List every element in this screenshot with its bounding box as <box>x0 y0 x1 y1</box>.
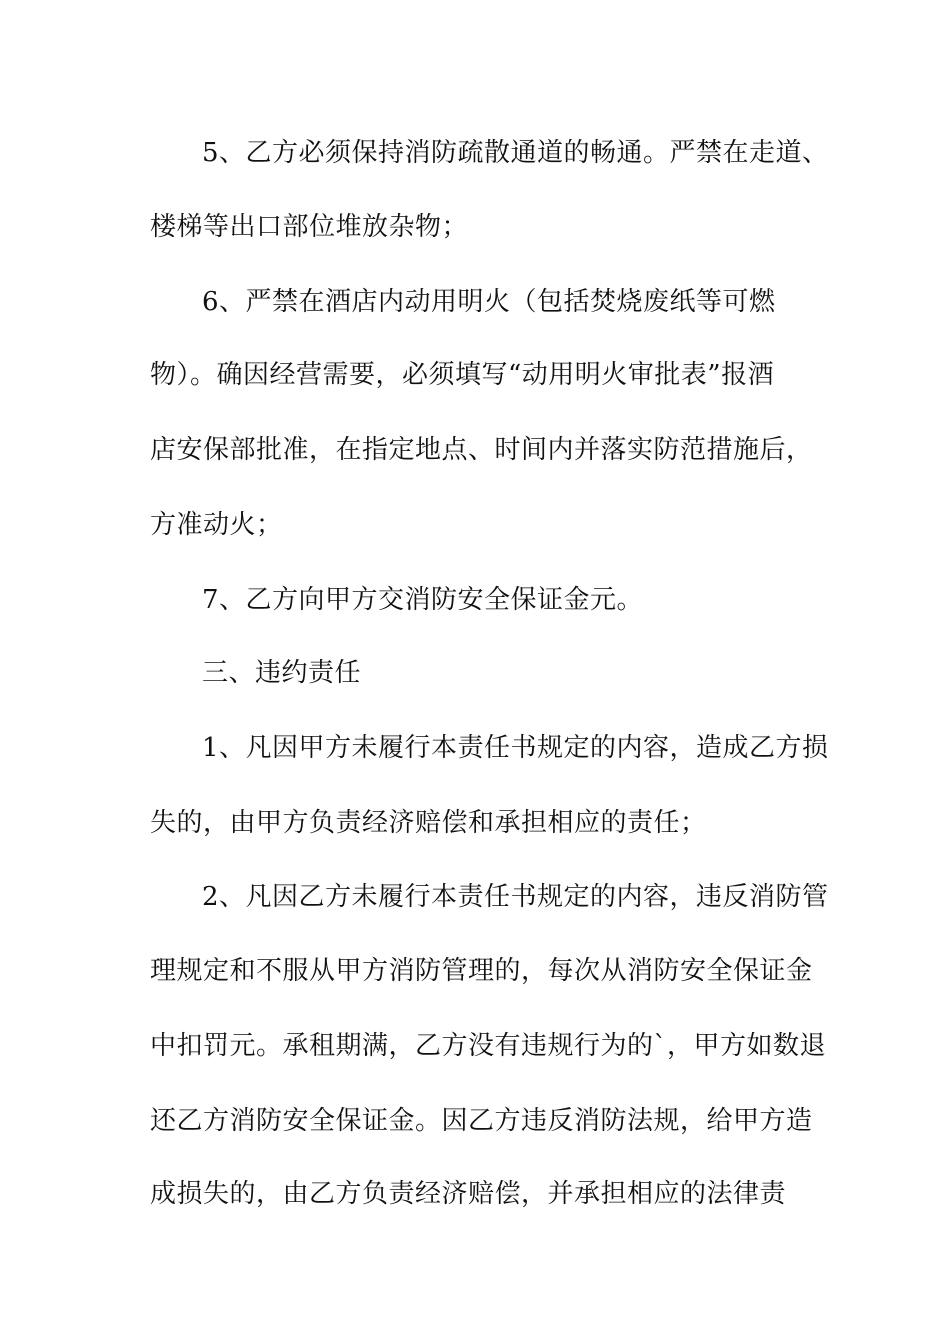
paragraph-line: 方准动火； <box>150 510 283 540</box>
paragraph-line: 店安保部批准，在指定地点、时间内并落实防范措施后， <box>150 435 813 465</box>
section-heading: 三、违约责任 <box>202 658 362 688</box>
paragraph-line: 物）。确因经营需要，必须填写“动用明火审批表”报酒 <box>150 360 775 390</box>
paragraph-line: 1、凡因甲方未履行本责任书规定的内容，造成乙方损 <box>202 733 829 763</box>
paragraph-line: 楼梯等出口部位堆放杂物； <box>150 212 469 242</box>
paragraph-line: 5、乙方必须保持消防疏散通道的畅通。严禁在走道、 <box>202 138 829 168</box>
paragraph-line: 6、严禁在酒店内动用明火（包括焚烧废纸等可燃 <box>202 287 776 317</box>
paragraph-line: 2、凡因乙方未履行本责任书规定的内容，违反消防管 <box>202 882 829 912</box>
paragraph-line: 理规定和不服从甲方消防管理的，每次从消防安全保证金 <box>150 956 813 986</box>
paragraph-line: 还乙方消防安全保证金。因乙方违反消防法规，给甲方造 <box>150 1106 813 1136</box>
paragraph-line: 失的，由甲方负责经济赔偿和承担相应的责任； <box>150 808 707 838</box>
paragraph-line: 中扣罚元。承租期满，乙方没有违规行为的`，甲方如数退 <box>150 1031 827 1061</box>
paragraph-line: 7、乙方向甲方交消防安全保证金元。 <box>202 585 644 615</box>
paragraph-line: 成损失的，由乙方负责经济赔偿，并承担相应的法律责 <box>150 1179 787 1209</box>
